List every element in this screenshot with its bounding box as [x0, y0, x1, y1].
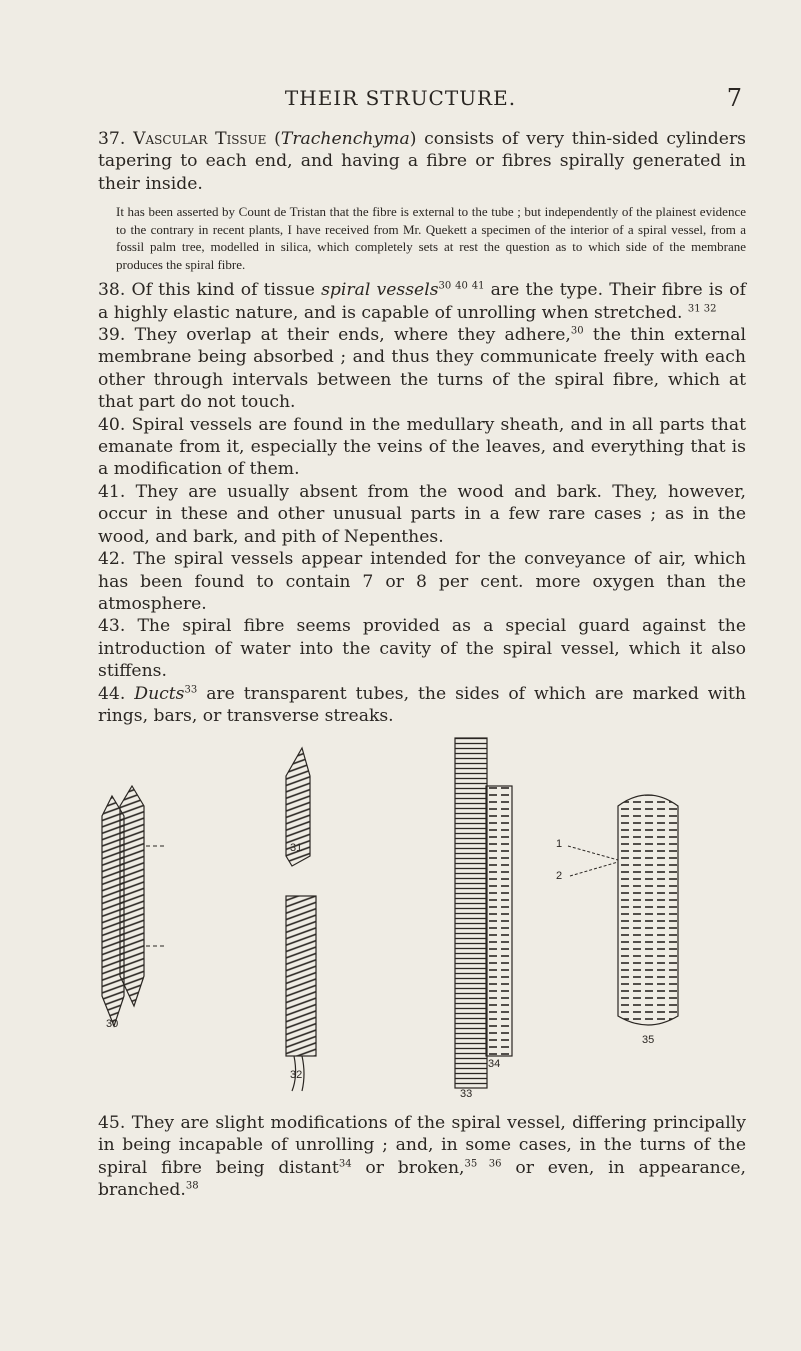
paragraph-40: 40. Spiral vessels are found in the medullary sheath, and in all parts that emanate from it, especially the veins of the leaves, and everything that is a modification of them.: [98, 414, 746, 480]
figure-label: 32: [290, 1069, 303, 1081]
header-title: THEIR STRUCTURE.: [284, 86, 517, 110]
paragraph-39: 39. They overlap at their ends, where they adhere,$^{30}$ the thin external membrane being absorbed ; and thus they communicate freely with each other through intervals between the turns of the spiral fibre, which at that part do not touch.: [98, 325, 746, 413]
section-head: Vascular Tissue: [133, 129, 267, 149]
paragraph-42: 42. The spiral vessels appear intended for the conveyance of air, which has been found to contain 7 or 8 per cent. more oxygen than the atmosphere.: [98, 549, 747, 614]
figure-label: 35: [642, 1034, 655, 1046]
figure-label: 31: [290, 842, 303, 854]
paragraph-44: 44. Ducts$^{33}$ are transparent tubes, the sides of which are marked with rings, bars, or transverse streaks.: [98, 683, 746, 726]
figure-mark: 2: [556, 870, 563, 882]
main-text: [98, 128, 746, 727]
term: spiral vessels: [321, 280, 439, 301]
paragraph-38: 38. Of this kind of tissue spiral vessels$^{30 40 41}$ are the type. Their fibre is of a highly elastic nature, and is capable of unrolling when stretched. $^{31 32}$: [98, 280, 746, 323]
running-header: [0, 86, 801, 110]
term: Trachenchyma: [280, 129, 410, 149]
lower-text: [98, 1112, 746, 1202]
figure-34: [486, 786, 512, 1056]
vessel-illustrations: [80, 736, 740, 1096]
paragraph-37: 37. Vascular Tissue (Trachenchyma) consists of very thin-sided cylinders tapering to each end, and having a fibre or fibres spirally generated in their inside.: [98, 129, 747, 194]
footnote-paragraph: It has been asserted by Count de Tristan that the fibre is external to the tube ; but independently of the plainest evidence to the contrary in recent plants, I have received from Mr. Quekett a specimen of the interior of a spiral vessel, from a fossil palm tree, modelled in silica, which completely sets at rest the question as to which side of the membrane produces the spiral fibre.: [116, 204, 746, 272]
figure-33: [455, 738, 487, 1088]
figure-mark: 1: [556, 838, 563, 850]
figure-35: [568, 795, 678, 1025]
figure-label: 34: [488, 1058, 501, 1070]
figure-30: [102, 786, 164, 1026]
figure-label: 30: [106, 1018, 119, 1030]
term: Ducts: [134, 683, 185, 704]
paragraph-43: 43. The spiral fibre seems provided as a special guard against the introduction of water into the cavity of the spiral vessel, which it also stiffens.: [98, 616, 746, 682]
paragraph-41: 41. They are usually absent from the wood and bark. They, however, occur in these and other unusual parts in a few rare cases ; as in the wood, and bark, and pith of Nepenthes.: [98, 481, 746, 547]
page-number: 7: [726, 84, 743, 112]
figure-label: 33: [460, 1088, 473, 1100]
figure-32: [286, 896, 316, 1091]
figure-plate: [80, 736, 740, 1100]
paragraph-45: 45. They are slight modifications of the spiral vessel, differing principally in being incapable of unrolling ; and, in some cases, in the turns of the spiral fibre being distant$^{34}$ or broken,$^{35 36}$ or even, in appearance, branched.$^{38}$: [98, 1113, 747, 1201]
